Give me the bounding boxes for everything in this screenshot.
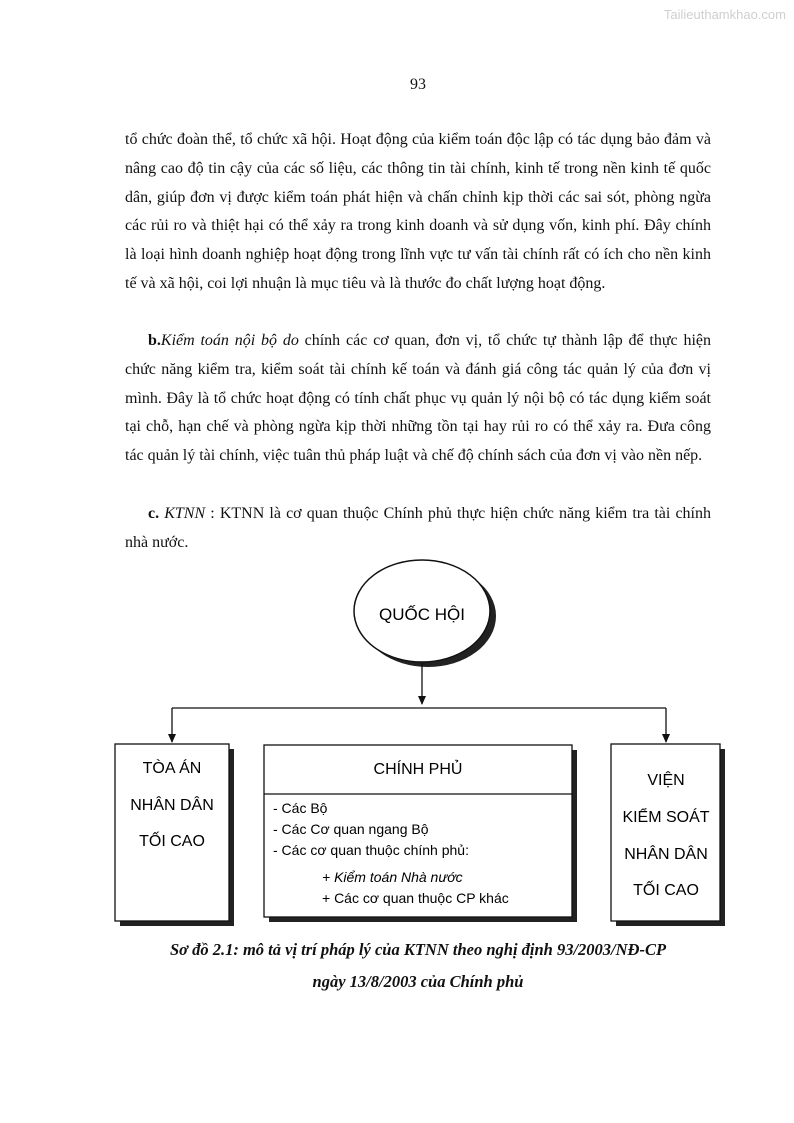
diagram-caption-line-2: ngày 13/8/2003 của Chính phủ	[312, 972, 524, 991]
paragraph-text: tổ chức đoàn thể, tổ chức xã hội. Hoạt động của kiểm toán độc lập có tác dụng bảo đảm và nâng cao độ tin cậy của các số liệu, các thông tin tài chính, kinh tế trong nền kinh tế quốc dân, giúp đơn vị được kiểm toán phát hiện và chấn chỉnh kịp thời các sai sót, phòng ngừa các rủi ro và thiệt hại có thể xảy ra trong kinh doanh và sử dụng vốn, kinh phí. Đây chính là loại hình doanh nghiệp hoạt động trong lĩnh vực tư vấn tài chính rất có ích cho nền kinh tế và xã hội, coi lợi nhuận là mục tiêu và là thước đo chất lượng hoạt động.	[125, 131, 711, 292]
toa-an-line-1: TÒA ÁN	[142, 760, 202, 777]
item-body: : KTNN là cơ quan thuộc Chính phủ thực hiện chức năng kiểm tra tài chính nhà nước.	[125, 505, 712, 551]
item-label: c.	[148, 505, 160, 522]
quoc-hoi-label: QUỐC HỘI	[379, 605, 465, 624]
chinh-phu-item: - Các Bộ	[273, 800, 328, 816]
chinh-phu-title: CHÍNH PHỦ	[373, 761, 463, 778]
diagram-caption-line-1: Sơ đồ 2.1: mô tả vị trí pháp lý của KTNN theo nghị định 93/2003/NĐ-CP	[169, 940, 667, 959]
vien-kiem-soat-line-3: NHÂN DÂN	[624, 846, 708, 863]
vien-kiem-soat-line-2: KIỂM SOÁT	[622, 809, 710, 826]
toa-an-line-3: TỐI CAO	[139, 833, 205, 850]
watermark: Tailieuthamkhao.com	[663, 7, 786, 22]
chinh-phu-item: - Các Cơ quan ngang Bộ	[273, 821, 429, 837]
chinh-phu-subitem-ktnn: + Kiểm toán Nhà nước	[322, 869, 463, 885]
toa-an-line-2: NHÂN DÂN	[130, 797, 214, 814]
chinh-phu-subitem: + Các cơ quan thuộc CP khác	[322, 890, 509, 906]
item-label: b.	[148, 332, 161, 349]
item-term: KTNN	[164, 505, 206, 522]
chinh-phu-item: - Các cơ quan thuộc chính phủ:	[273, 842, 469, 858]
item-term: Kiểm toán nội bộ do	[160, 332, 299, 349]
item-body: chính các cơ quan, đơn vị, tổ chức tự thành lập để thực hiện chức năng kiểm tra, kiểm soát tài chính kế toán và đánh giá công tác quản lý của đơn vị mình. Đây là tổ chức hoạt động có tính chất phục vụ quản lý nội bộ có tác dụng kiểm soát tại chỗ, hạn chế và phòng ngừa kịp thời những tồn tại hay rủi ro có thể xảy ra. Đưa công tác quản lý tài chính, việc tuân thủ pháp luật và chế độ chính sách của đơn vị vào nền nếp.	[125, 332, 711, 465]
vien-kiem-soat-line-4: TỐI CAO	[633, 882, 699, 899]
page-number: 93	[410, 76, 426, 93]
vien-kiem-soat-line-1: VIỆN	[647, 772, 685, 789]
